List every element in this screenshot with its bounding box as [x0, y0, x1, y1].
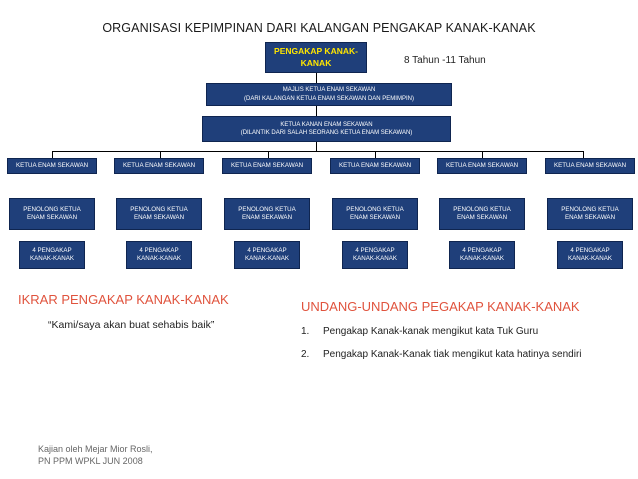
- undang-item-number: 2.: [301, 348, 310, 360]
- pengakap-line1: 4 PENGAKAP: [462, 246, 502, 254]
- penolong-line1: PENOLONG KETUA: [23, 205, 81, 213]
- ketua-kanan-box: [202, 116, 451, 142]
- penolong-line1: PENOLONG KETUA: [346, 205, 404, 213]
- undang-item-text: Pengakap Kanak-Kanak tiak mengikut kata hatinya sendiri: [323, 348, 582, 360]
- credit-note: [38, 443, 153, 467]
- empat-pengakap-box: [234, 241, 300, 269]
- undang-item: [301, 324, 611, 340]
- pengakap-line1: 4 PENGAKAP: [247, 246, 287, 254]
- empat-pengakap-box: [126, 241, 192, 269]
- penolong-line2: ENAM SEKAWAN: [349, 214, 401, 221]
- age-range-label: 8 Tahun -11 Tahun: [404, 55, 486, 66]
- page-title: ORGANISASI KEPIMPINAN DARI KALANGAN PENGAKAP KANAK-KANAK: [102, 21, 536, 35]
- penolong-line1: PENOLONG KETUA: [238, 205, 296, 213]
- connector-horizontal-bar: [52, 151, 583, 152]
- empat-pengakap-box: [449, 241, 515, 269]
- empat-pengakap-box: [557, 241, 623, 269]
- empat-pengakap-box: [19, 241, 85, 269]
- ketua-kanan-line2: (DILANTIK DARI SALAH SEORANG KETUA ENAM SEKAWAN): [240, 130, 413, 136]
- credit-line1: Kajian oleh Mejar Mior Rosli,: [38, 444, 153, 454]
- connector-column-stub: [52, 151, 53, 158]
- undang-title: UNDANG-UNDANG PEGAKAP KANAK-KANAK: [301, 299, 580, 314]
- ketua-kanan-line1: KETUA KANAN ENAM SEKAWAN: [280, 121, 373, 128]
- penolong-line1: PENOLONG KETUA: [453, 205, 511, 213]
- connector-column-stub: [482, 151, 483, 158]
- ikrar-title: IKRAR PENGAKAP KANAK-KANAK: [18, 292, 229, 307]
- penolong-ketua-box: [439, 198, 525, 230]
- top-box-pengakap-kanak-kanak: PENGAKAP KANAK-KANAK: [265, 42, 367, 73]
- penolong-line2: ENAM SEKAWAN: [133, 214, 185, 221]
- connector-column-stub: [583, 151, 584, 158]
- pengakap-line1: 4 PENGAKAP: [139, 246, 179, 254]
- pengakap-line1: 4 PENGAKAP: [570, 246, 610, 254]
- penolong-ketua-box: [224, 198, 310, 230]
- undang-item-number: 1.: [301, 326, 310, 337]
- connector-majlis-ketua-kanan: [316, 106, 317, 116]
- penolong-line2: ENAM SEKAWAN: [456, 214, 508, 221]
- undang-item: [301, 347, 611, 363]
- undang-item-text: Pengakap Kanak-kanak mengikut kata Tuk Guru: [323, 326, 539, 337]
- connector-column-stub: [160, 151, 161, 158]
- penolong-ketua-box: [9, 198, 95, 230]
- pengakap-line1: 4 PENGAKAP: [32, 246, 72, 254]
- pengakap-line2: KANAK-KANAK: [244, 255, 289, 262]
- pengakap-line1: 4 PENGAKAP: [355, 246, 395, 254]
- ketua-enam-sekawan-box: KETUA ENAM SEKAWAN: [330, 158, 420, 174]
- majlis-box: [206, 83, 452, 106]
- penolong-line2: ENAM SEKAWAN: [564, 214, 616, 221]
- ketua-enam-sekawan-box: KETUA ENAM SEKAWAN: [222, 158, 312, 174]
- connector-ketua-kanan-down: [316, 142, 317, 151]
- penolong-line1: PENOLONG KETUA: [130, 205, 188, 213]
- ketua-enam-sekawan-box: KETUA ENAM SEKAWAN: [114, 158, 204, 174]
- pengakap-line2: KANAK-KANAK: [352, 255, 397, 262]
- connector-top-majlis: [316, 73, 317, 83]
- majlis-line1: MAJLIS KETUA ENAM SEKAWAN: [282, 87, 376, 94]
- penolong-line1: PENOLONG KETUA: [561, 205, 619, 213]
- pengakap-line2: KANAK-KANAK: [29, 255, 74, 262]
- ikrar-text: “Kami/saya akan buat sehabis baik”: [48, 319, 215, 331]
- pengakap-line2: KANAK-KANAK: [136, 255, 181, 262]
- ketua-enam-sekawan-box: KETUA ENAM SEKAWAN: [437, 158, 527, 174]
- ketua-enam-sekawan-box: KETUA ENAM SEKAWAN: [7, 158, 97, 174]
- majlis-line2: (DARI KALANGAN KETUA ENAM SEKAWAN DAN PEMIMPIN): [244, 95, 414, 102]
- empat-pengakap-box: [342, 241, 408, 269]
- pengakap-line2: KANAK-KANAK: [567, 255, 612, 262]
- pengakap-line2: KANAK-KANAK: [459, 255, 504, 262]
- undang-list: [301, 324, 611, 369]
- connector-column-stub: [268, 151, 269, 158]
- penolong-ketua-box: [332, 198, 418, 230]
- penolong-ketua-box: [116, 198, 202, 230]
- connector-column-stub: [375, 151, 376, 158]
- penolong-line2: ENAM SEKAWAN: [241, 214, 293, 221]
- credit-line2: PN PPM WPKL JUN 2008: [38, 456, 143, 467]
- penolong-ketua-box: [547, 198, 633, 230]
- ketua-enam-sekawan-box: KETUA ENAM SEKAWAN: [545, 158, 635, 174]
- penolong-line2: ENAM SEKAWAN: [26, 214, 78, 221]
